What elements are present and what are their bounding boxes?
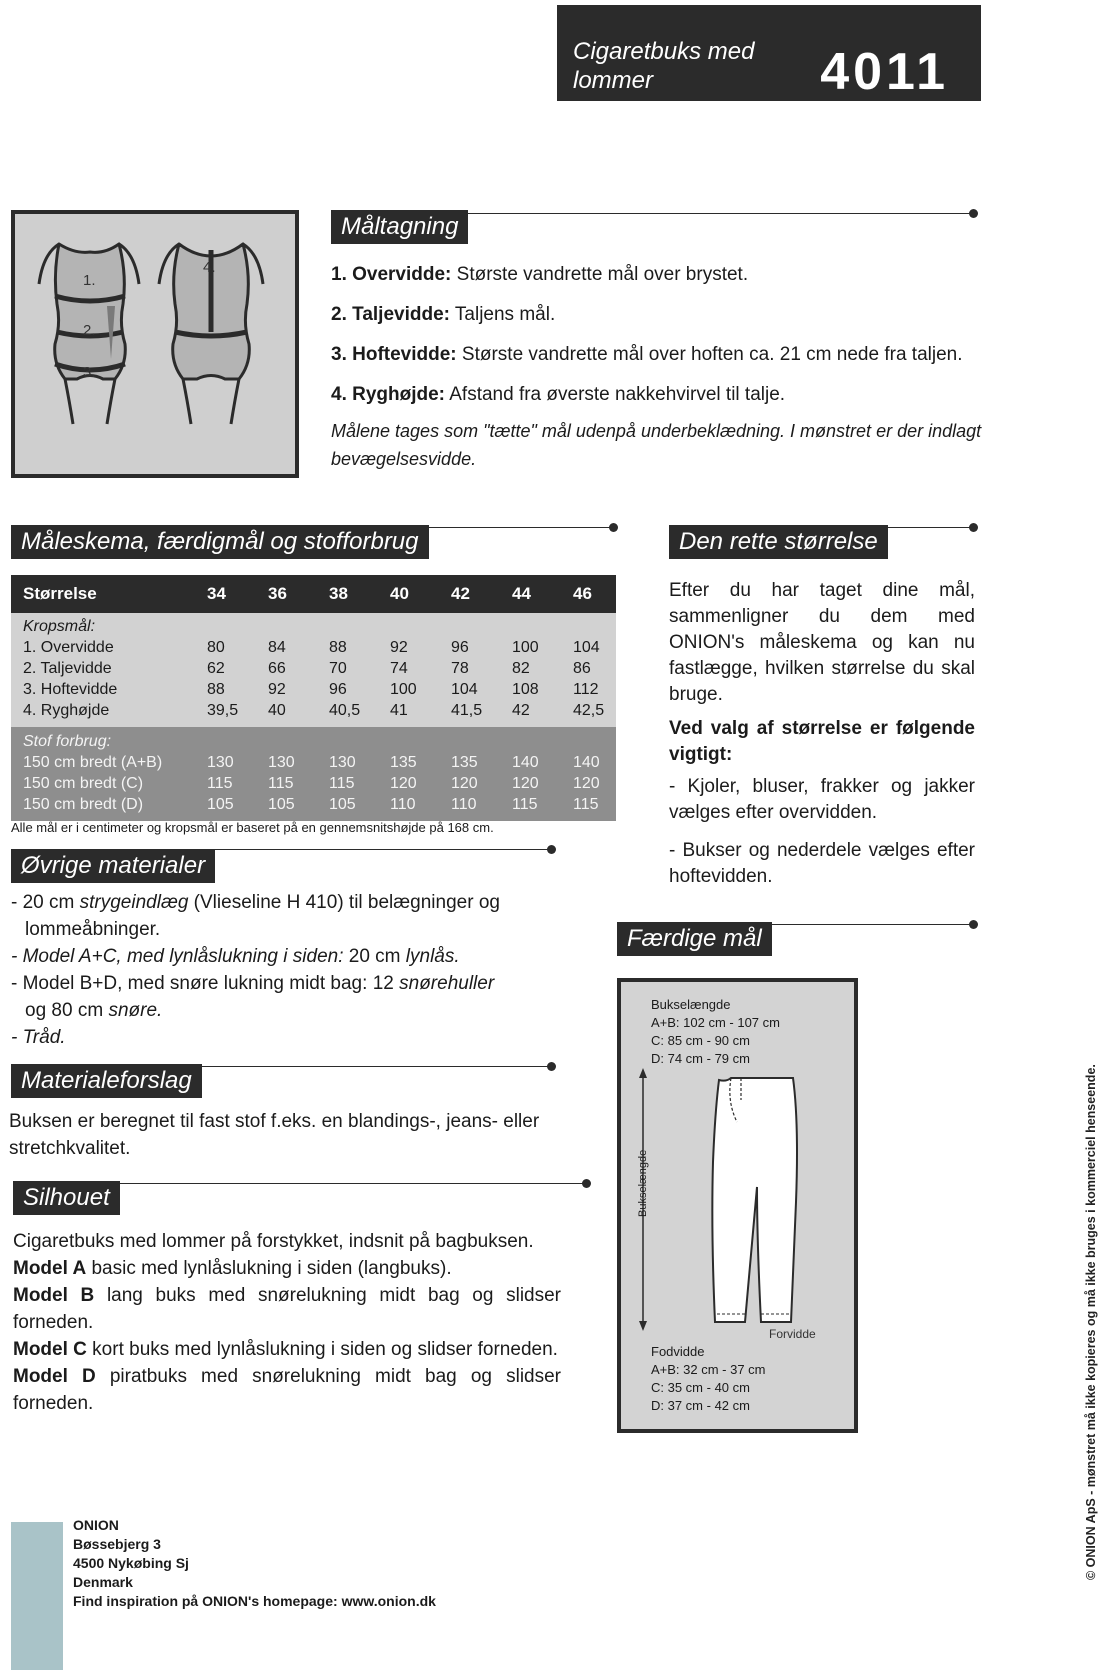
measuring-note: Målene tages som "tætte" mål udenpå underbeklædning. I mønstret er der indlagt bevægelsesvidde. — [331, 421, 982, 469]
material-text: : 12 — [362, 973, 400, 994]
silhouette-rule-dot — [582, 1179, 591, 1188]
table-cell: 115 — [573, 796, 599, 813]
table-row — [11, 679, 616, 700]
body-silhouette-illustration — [15, 214, 295, 474]
trouser-length-d: D: 74 cm - 79 cm — [651, 1051, 750, 1066]
measuring-item-4-label: 4. Ryghøjde: — [331, 384, 446, 405]
trouser-front-view — [712, 1078, 797, 1322]
material-text: lynlås. — [405, 946, 460, 967]
pattern-number: 4011 — [820, 43, 949, 101]
material-text: strygeindlæg — [79, 892, 189, 913]
model-text: piratbuks med snørelukning midt bag og slidser forneden. — [13, 1366, 562, 1414]
material-item-interfacing — [11, 889, 571, 916]
table-cell: 41 — [390, 702, 408, 719]
table-row — [11, 658, 616, 679]
figure-label-3: 3. — [83, 364, 96, 381]
fabric-usage-group — [11, 727, 616, 821]
trouser-length-title: Bukselængde — [651, 997, 731, 1012]
hem-width-title: Fodvidde — [651, 1344, 705, 1359]
table-cell: 115 — [512, 796, 538, 813]
table-cell: 88 — [207, 681, 225, 698]
model-b-description — [13, 1282, 561, 1336]
table-cell: 130 — [207, 754, 234, 771]
table-cell: 42,5 — [573, 702, 605, 719]
silhouette-intro: Cigaretbuks med lommer på forstykket, indsnit på bagbuksen. — [13, 1231, 534, 1252]
size-table-header-cell: Størrelse — [23, 584, 97, 603]
copyright-notice: © ONION ApS - mønstret må ikke kopieres og må ikke bruges i kommerciel henseende. — [1084, 1064, 1098, 1580]
table-cell: 105 — [329, 796, 356, 813]
measuring-item-1 — [331, 263, 748, 287]
table-cell: 74 — [390, 660, 408, 677]
table-cell: 112 — [573, 681, 599, 698]
table-cell: 135 — [390, 754, 417, 771]
table-cell: 2. Taljevidde — [23, 660, 112, 677]
measuring-item-3-text: Største vandrette mål over hoften ca. 21 cm nede fra taljen. — [456, 344, 963, 365]
finished-rule-dot — [969, 920, 978, 929]
measuring-item-2-label: 2. Taljevidde: — [331, 304, 450, 325]
silhouette-rule — [13, 1183, 586, 1184]
table-cell: 150 cm bredt (D) — [23, 796, 144, 813]
figure-label-4: 4. — [203, 259, 216, 276]
table-cell: 96 — [329, 681, 347, 698]
table-section-title — [11, 616, 616, 637]
table-cell: 120 — [451, 775, 478, 792]
hem-width-ab: A+B: 32 cm - 37 cm — [651, 1362, 766, 1377]
material-suggestion-rule — [11, 1066, 551, 1067]
footer-website: Find inspiration på ONION's homepage: www.onion.dk — [73, 1593, 436, 1609]
table-cell: 96 — [451, 639, 469, 656]
right-size-rule-dot — [969, 523, 978, 532]
table-row — [11, 700, 616, 721]
measuring-rule-dot — [969, 209, 978, 218]
measuring-heading: Måltagning — [331, 210, 468, 244]
table-cell: 110 — [451, 796, 477, 813]
table-cell: 40,5 — [329, 702, 361, 719]
material-suggestion-rule-dot — [547, 1062, 556, 1071]
table-cell: 105 — [207, 796, 234, 813]
right-size-text — [669, 578, 975, 890]
material-suggestion-text: Buksen er beregnet til fast stof f.eks. en blandings-, jeans- eller stretchkvalitet. — [9, 1111, 540, 1159]
right-size-rule — [669, 527, 971, 528]
material-item-thread — [11, 1024, 571, 1051]
other-materials-list — [11, 889, 571, 1051]
trouser-length-side-label: Bukselængde — [637, 1149, 649, 1217]
measuring-item-2-text: Taljens mål. — [449, 304, 556, 325]
fabric-usage-title: Stof forbrug: — [23, 733, 112, 750]
footer-company: ONION — [73, 1517, 119, 1533]
material-text: - Tråd. — [11, 1027, 66, 1048]
table-cell: 130 — [329, 754, 356, 771]
model-name: Model B — [13, 1285, 95, 1306]
size-table-header-cell: 36 — [268, 584, 287, 603]
footer-city: 4500 Nykøbing Sj — [73, 1555, 189, 1571]
finished-rule — [617, 924, 973, 925]
silhouette-heading: Silhouet — [13, 1181, 120, 1215]
model-name: Model C — [13, 1339, 87, 1360]
model-name: Model D — [13, 1366, 96, 1387]
title-block — [557, 5, 981, 101]
other-materials-rule — [11, 849, 551, 850]
table-cell: 120 — [573, 775, 600, 792]
material-text: - Model A+C, med lynlåslukning i siden: — [11, 946, 344, 967]
table-cell: 115 — [207, 775, 233, 792]
table-row — [11, 794, 616, 815]
table-cell: 100 — [512, 639, 539, 656]
size-table-header-cell: 34 — [207, 584, 226, 603]
table-cell: 40 — [268, 702, 286, 719]
table-cell: 135 — [451, 754, 478, 771]
table-cell: 110 — [390, 796, 416, 813]
table-cell: 120 — [390, 775, 417, 792]
table-cell: 150 cm bredt (A+B) — [23, 754, 163, 771]
finished-measurements-box — [617, 978, 858, 1433]
table-cell: 70 — [329, 660, 347, 677]
table-cell: 140 — [573, 754, 600, 771]
size-table-header-cell: 40 — [390, 584, 409, 603]
table-cell: 39,5 — [207, 702, 239, 719]
model-d-description — [13, 1363, 561, 1417]
pattern-title: Cigaretbuks med lommer — [573, 38, 755, 94]
silhouette-description — [13, 1228, 561, 1417]
material-suggestion-heading: Materialeforslag — [11, 1064, 202, 1098]
measuring-item-1-label: 1. Overvidde: — [331, 264, 452, 285]
body-measurements-title: Kropsmål: — [23, 618, 96, 635]
measuring-item-3-label: 3. Hoftevidde: — [331, 344, 457, 365]
table-cell: 88 — [329, 639, 347, 656]
table-cell: 82 — [512, 660, 530, 677]
right-size-heading: Den rette størrelse — [669, 525, 888, 559]
model-text: kort buks med lynlåslukning i siden og slidser forneden. — [86, 1339, 558, 1360]
other-materials-rule-dot — [547, 845, 556, 854]
table-cell: 80 — [207, 639, 225, 656]
right-size-rule-1: - Kjoler, bluser, frakker og jakker vælges efter overvidden. — [669, 776, 975, 823]
body-measurement-figure — [11, 210, 299, 478]
size-chart-heading: Måleskema, færdigmål og stofforbrug — [11, 525, 429, 559]
table-row — [11, 773, 616, 794]
footer-address — [73, 1516, 436, 1611]
material-text: og 80 cm — [25, 1000, 109, 1021]
figure-label-1: 1. — [83, 272, 96, 289]
model-a-description — [13, 1255, 561, 1282]
material-item-zipper — [11, 943, 571, 970]
material-text: (Vlieseline H 410) til belægninger og — [188, 892, 500, 913]
table-cell: 86 — [573, 660, 591, 677]
table-cell: 140 — [512, 754, 539, 771]
table-cell: 1. Overvidde — [23, 639, 114, 656]
table-section-title — [11, 731, 616, 752]
table-row — [11, 637, 616, 658]
table-row — [11, 752, 616, 773]
material-item-eyelets — [11, 970, 571, 997]
trouser-length-ab: A+B: 102 cm - 107 cm — [651, 1015, 780, 1030]
size-table — [11, 575, 616, 821]
material-text: snørehuller — [399, 973, 495, 994]
size-chart-rule-dot — [609, 523, 618, 532]
table-cell: 92 — [390, 639, 408, 656]
table-cell: 104 — [451, 681, 478, 698]
table-cell: 84 — [268, 639, 286, 656]
table-cell: 41,5 — [451, 702, 483, 719]
footer-country: Denmark — [73, 1574, 133, 1590]
material-text: 20 cm — [343, 946, 406, 967]
right-size-important: Ved valg af størrelse er følgende vigtigt: — [669, 718, 975, 765]
material-text: - Model B+D, med snøre lukning midt bag — [11, 973, 363, 994]
material-item-cord — [11, 997, 571, 1024]
table-cell: 104 — [573, 639, 600, 656]
measuring-item-4 — [331, 383, 785, 407]
table-cell: 62 — [207, 660, 225, 677]
measuring-item-3 — [331, 343, 963, 367]
model-text: lang buks med snørelukning midt bag og slidser forneden. — [13, 1285, 562, 1333]
table-cell: 120 — [512, 775, 539, 792]
size-table-header-cell: 38 — [329, 584, 348, 603]
table-cell: 105 — [268, 796, 295, 813]
measuring-item-1-text: Største vandrette mål over brystet. — [451, 264, 749, 285]
measuring-rule — [331, 213, 973, 214]
figure-label-2: 2. — [83, 322, 96, 339]
hem-width-d: D: 37 cm - 42 cm — [651, 1398, 750, 1413]
measuring-item-2 — [331, 303, 555, 327]
table-cell: 115 — [329, 775, 355, 792]
length-arrow-top — [639, 1068, 647, 1078]
length-arrow-bottom — [639, 1321, 647, 1331]
measuring-item-4-text: Afstand fra øverste nakkehvirvel til talje. — [445, 384, 786, 405]
table-cell: 100 — [390, 681, 417, 698]
table-cell: 108 — [512, 681, 539, 698]
footer-street: Bøssebjerg 3 — [73, 1536, 161, 1552]
size-table-header-cell: 44 — [512, 584, 531, 603]
table-cell: 3. Hoftevidde — [23, 681, 118, 698]
size-table-header-cell: 42 — [451, 584, 470, 603]
right-size-rule-2: - Bukser og nederdele vælges efter hoftevidden. — [669, 840, 975, 887]
size-table-note: Alle mål er i centimeter og kropsmål er baseret på en gennemsnitshøjde på 168 cm. — [11, 820, 494, 835]
front-width-label: Forvidde — [769, 1327, 816, 1341]
table-cell: 66 — [268, 660, 286, 677]
table-cell: 115 — [268, 775, 294, 792]
model-name: Model A — [13, 1258, 87, 1279]
table-cell: 42 — [512, 702, 530, 719]
size-table-header-cell: 46 — [573, 584, 592, 603]
table-cell: 78 — [451, 660, 469, 677]
material-text: - 20 cm — [11, 892, 80, 913]
table-cell: 150 cm bredt (C) — [23, 775, 144, 792]
size-table-header — [11, 575, 616, 613]
other-materials-heading: Øvrige materialer — [11, 849, 215, 883]
hem-width-c: C: 35 cm - 40 cm — [651, 1380, 750, 1395]
model-text: basic med lynlåslukning i siden (langbuks). — [86, 1258, 452, 1279]
hem-width-block — [651, 1343, 766, 1415]
material-text: snøre. — [108, 1000, 163, 1021]
finished-measurements-heading: Færdige mål — [617, 922, 772, 956]
trouser-length-c: C: 85 cm - 90 cm — [651, 1033, 750, 1048]
material-item-continued: lommeåbninger. — [25, 919, 161, 940]
table-cell: 4. Ryghøjde — [23, 702, 110, 719]
table-cell: 92 — [268, 681, 286, 698]
model-c-description — [13, 1336, 561, 1363]
right-size-paragraph: Efter du har taget dine mål, sammenligner du dem med ONION's måleskema og kan nu fastlægge, hvilken størrelse du skal bruge. — [669, 580, 975, 705]
footer-accent-bar — [11, 1522, 63, 1670]
size-chart-rule — [11, 527, 613, 528]
table-cell: 130 — [268, 754, 295, 771]
body-measurements-group — [11, 613, 616, 727]
